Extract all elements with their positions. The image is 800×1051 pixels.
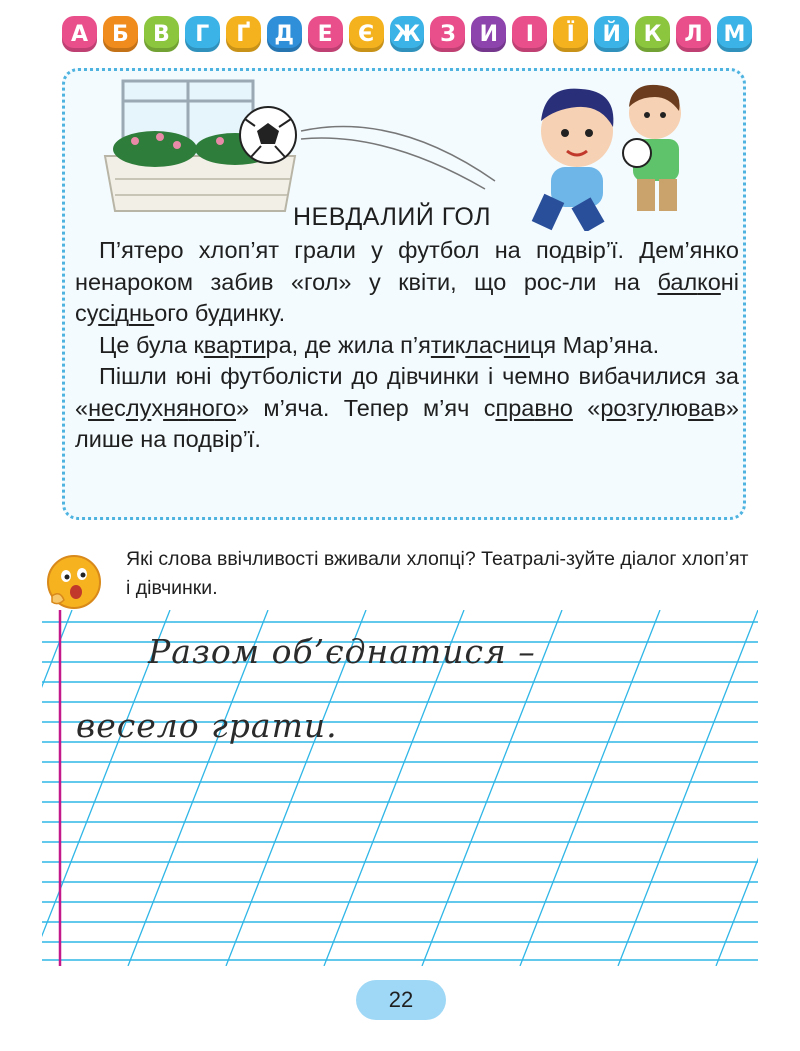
text-run: ні су — [75, 268, 739, 326]
story-paragraph-3 — [75, 361, 739, 456]
story-box — [62, 68, 746, 520]
underlined-syllable: пра — [495, 394, 535, 421]
alphabet-letter: Л — [676, 16, 711, 52]
question-text: Які слова ввічливості вживали хлопці? Театралі-зуйте діалог хлоп’ят і дівчинки. — [126, 548, 749, 599]
story-paragraph-1 — [75, 235, 739, 330]
alphabet-letter: Ґ — [226, 16, 261, 52]
text-run: ра, де жила п’я — [265, 331, 431, 358]
text-run: « — [572, 394, 601, 421]
alphabet-letter: В — [144, 16, 179, 52]
text-run: ця Мар’яна. — [529, 331, 660, 358]
copybook-line-2: весело грати. — [76, 706, 338, 745]
text-run: П’ятеро хлоп’ят грали у футбол на подвір’ї. Дем’янко ненароком забив «гол» у квіти, що рос-ли на — [75, 237, 739, 295]
football-icon — [240, 107, 296, 163]
story-text — [75, 235, 739, 456]
alphabet-letter: Г — [185, 16, 220, 52]
underlined-syllable: вар — [203, 331, 242, 358]
text-run: Це була к — [99, 331, 204, 358]
alphabet-letter: Ж — [390, 16, 425, 52]
alphabet-letter: Д — [267, 16, 302, 52]
boy-kicking-icon — [532, 89, 614, 231]
underlined-syllable: бал — [657, 268, 698, 295]
underlined-syllable: ла — [465, 331, 493, 358]
text-run: с — [114, 394, 126, 421]
alphabet-letter: Ї — [553, 16, 588, 52]
thinking-emoji-icon — [44, 550, 114, 610]
underlined-syllable: го — [214, 394, 236, 421]
underlined-syllable: но — [188, 394, 215, 421]
underlined-syllable: ва — [688, 394, 714, 421]
underlined-syllable: ни — [503, 331, 530, 358]
page-number: 22 — [356, 980, 446, 1020]
underlined-syllable: ко — [697, 268, 721, 295]
alphabet-letter: Й — [594, 16, 629, 52]
text-run: к — [454, 331, 466, 358]
alphabet-strip — [62, 16, 752, 54]
copybook-line-1: Разом об’єднатися – — [148, 632, 536, 671]
underlined-syllable: ня — [163, 394, 189, 421]
text-run: в» лише на подвір’ї. — [75, 394, 739, 452]
alphabet-letter: Б — [103, 16, 138, 52]
alphabet-letter: Є — [349, 16, 384, 52]
text-run: х — [151, 394, 164, 421]
boy-with-ball-icon — [623, 85, 681, 211]
alphabet-letter: І — [512, 16, 547, 52]
text-run: Пішли юні футболісти до дівчинки і чемно вибачилися за « — [75, 363, 739, 421]
text-run: » м’яча. Тепер м’яч с — [236, 394, 496, 421]
underlined-syllable: ти — [241, 331, 266, 358]
alphabet-letter: Е — [308, 16, 343, 52]
underlined-syllable: вно — [534, 394, 573, 421]
alphabet-letter: А — [62, 16, 97, 52]
text-run: ого будинку. — [154, 300, 286, 326]
text-run: лю — [656, 394, 689, 421]
underlined-syllable: сі — [98, 300, 116, 326]
alphabet-letter: И — [471, 16, 506, 52]
underlined-syllable: гу — [636, 394, 657, 421]
underlined-syllable: ти — [430, 331, 455, 358]
text-run: д — [115, 300, 129, 326]
story-paragraph-2 — [75, 330, 739, 362]
underlined-syllable: ро — [600, 394, 627, 421]
text-run: з — [626, 394, 637, 421]
text-run: с — [492, 331, 504, 358]
alphabet-letter: М — [717, 16, 752, 52]
underlined-syllable: не — [88, 394, 115, 421]
story-title: НЕВДАЛИЙ ГОЛ — [293, 203, 492, 231]
underlined-syllable: нь — [128, 300, 155, 326]
underlined-syllable: лу — [125, 394, 152, 421]
alphabet-letter: К — [635, 16, 670, 52]
alphabet-letter: З — [430, 16, 465, 52]
